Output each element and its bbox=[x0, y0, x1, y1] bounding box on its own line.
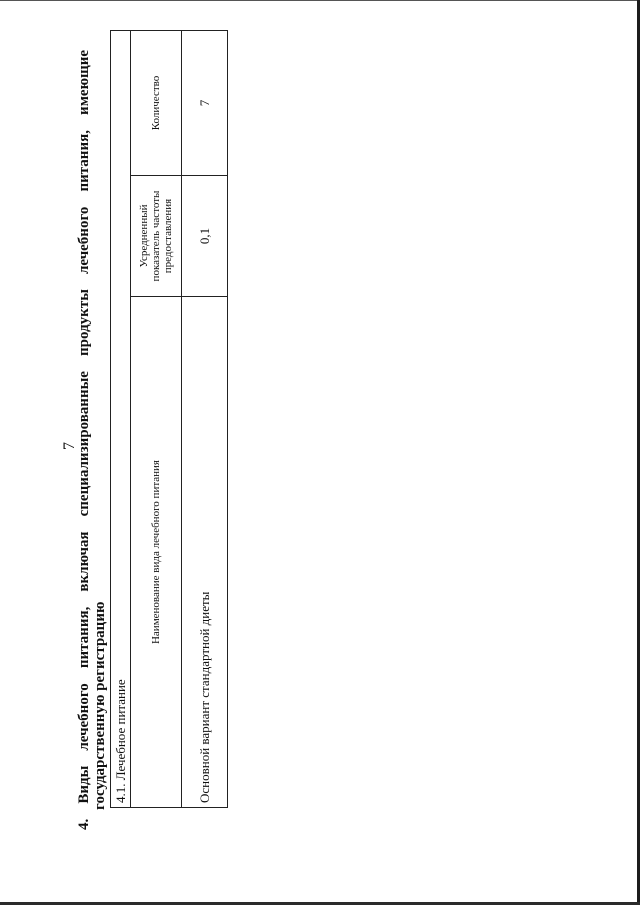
header-quantity: Количество bbox=[150, 75, 162, 131]
scan-edge-top bbox=[0, 0, 640, 1]
nutrition-table bbox=[110, 30, 228, 808]
header-frequency: Усредненный показатель частоты предоставления bbox=[138, 190, 174, 282]
section-heading: 4. Виды лечебного питания, включая специализированные продукты лечебного питания, имеющие bbox=[76, 50, 92, 830]
page-number: 7 bbox=[61, 442, 78, 450]
table-cell-name: Основной вариант стандартной диеты bbox=[197, 591, 212, 803]
table-cell-frequency: 0,1 bbox=[197, 227, 212, 245]
table-section-row: 4.1. Лечебное питание bbox=[111, 31, 131, 807]
rotated-page-content bbox=[60, 30, 280, 830]
column-divider bbox=[131, 296, 227, 297]
section-heading-continuation: государственную регистрацию bbox=[92, 601, 108, 810]
table-cell-quantity: 7 bbox=[197, 99, 212, 107]
header-name: Наименование вида лечебного питания bbox=[150, 460, 162, 645]
